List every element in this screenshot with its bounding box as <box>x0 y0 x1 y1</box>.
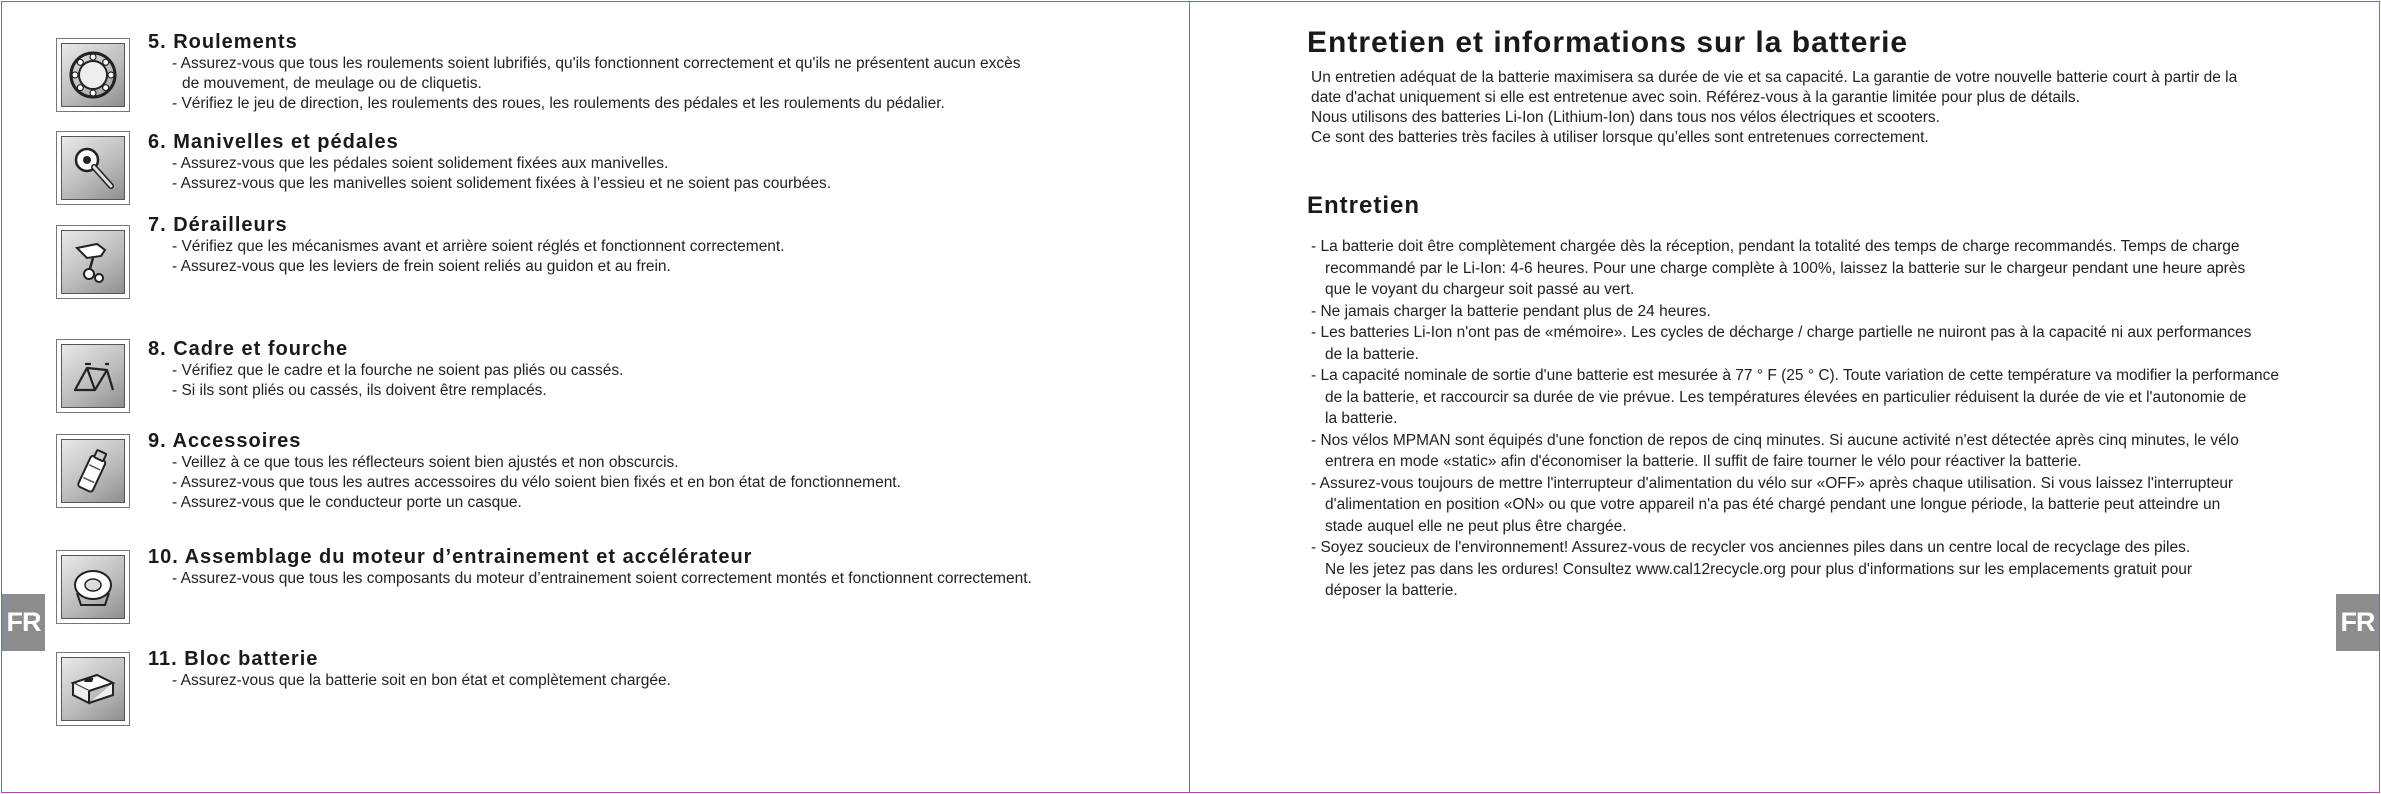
section-title: 8. Cadre et fourche <box>148 338 349 360</box>
section-title: 5. Roulements <box>148 31 298 53</box>
bearing-icon <box>67 49 119 101</box>
battery-pack-icon <box>67 663 119 715</box>
bike-frame-icon <box>67 350 119 402</box>
list-item: - Assurez-vous que tous les roulements soient lubrifiés, qu'ils fonctionnent correctement et qu'ils ne présentent aucun excès <box>172 55 1021 72</box>
list-item: de mouvement, de meulage ou de cliquetis. <box>182 75 482 92</box>
list-item <box>1311 473 2341 538</box>
intro-line: Un entretien adéquat de la batterie maximisera sa durée de vie et sa capacité. La garantie de votre nouvelle batterie court à partir de la <box>1311 69 2238 86</box>
list-item <box>1311 365 2341 430</box>
intro-line: date d'achat uniquement si elle est entretenue avec soin. Référez-vous à la garantie limitée pour plus de détails. <box>1311 89 2080 106</box>
list-item: - Veillez à ce que tous les réflecteurs soient bien ajustés et non obscurcis. <box>172 454 679 471</box>
line: Ne les jetez pas dans les ordures! Consultez www.cal12recycle.org pour plus d'informations sur les emplacements gratuit pour <box>1325 560 2193 578</box>
section-accessories <box>148 429 1148 513</box>
line: d'alimentation en position «ON» ou que votre appareil n'a pas été chargé pendant une longue période, la batterie peut atteindre un <box>1325 496 2221 513</box>
bike-frame-icon-box <box>56 339 130 413</box>
list-item: - Vérifiez que le cadre et la fourche ne soient pas pliés ou cassés. <box>172 362 624 379</box>
language-tab-left: FR <box>2 594 45 651</box>
section-title: 9. Accessoires <box>148 430 302 452</box>
intro-line: Ce sont des batteries très faciles à utiliser lorsque qu’elles sont entretenues correctement. <box>1311 129 1929 146</box>
crank-pedal-icon-box <box>56 131 130 205</box>
bearing-icon-box <box>56 38 130 112</box>
section-title: 7. Dérailleurs <box>148 214 288 236</box>
line: - Assurez-vous toujours de mettre l'interrupteur d'alimentation du vélo sur «OFF» après chaque utilisation. Si vous laissez l'interrupteur <box>1311 474 2234 492</box>
page-fold-line <box>1189 1 1190 792</box>
maintenance-list <box>1311 236 2341 602</box>
line: - Les batteries Li-Ion n'ont pas de «mémoire». Les cycles de décharge / charge partielle ne nuiront pas à la capacité ni aux performances <box>1311 324 2252 341</box>
section-title: 6. Manivelles et pédales <box>148 131 399 153</box>
section-frame-fork <box>148 337 1148 401</box>
line: - Soyez soucieux de l'environnement! Assurez-vous de recycler vos anciennes piles dans un centre local de recyclage des piles. <box>1311 539 2191 556</box>
line: stade auquel elle ne peut plus être chargée. <box>1325 517 1627 535</box>
motor-icon-box <box>56 550 130 624</box>
line: déposer la batterie. <box>1325 582 1458 599</box>
line: la batterie. <box>1325 410 1398 427</box>
list-item: - Vérifiez que les mécanismes avant et arrière soient réglés et fonctionnent correctement. <box>172 238 785 255</box>
section-title-maintenance: Entretien <box>1307 192 1421 219</box>
section-cranks-pedals <box>148 130 1148 194</box>
section-derailleurs <box>148 213 1148 277</box>
intro-paragraph <box>1311 68 2331 148</box>
section-title: 11. Bloc batterie <box>148 648 319 670</box>
crank-pedal-icon <box>67 142 119 194</box>
line: - Nos vélos MPMAN sont équipés d'une fonction de repos de cinq minutes. Si aucune activité n'est détectée après cinq minutes, le vélo <box>1311 431 2239 449</box>
line: recommandé par le Li-Ion: 4-6 heures. Pour une charge complète à 100%, laissez la batterie sur le chargeur pendant une heure après <box>1325 259 2246 277</box>
list-item: - Assurez-vous que tous les composants du moteur d’entrainement soient correctement montés et fonctionnent correctement. <box>172 570 1032 587</box>
battery-pack-icon-box <box>56 652 130 726</box>
list-item: - Assurez-vous que tous les autres accessoires du vélo soient bien fixés et en bon état de fonctionnement. <box>172 474 901 491</box>
section-motor-assembly <box>148 545 1148 589</box>
bottle-icon <box>67 445 119 497</box>
list-item: - Si ils sont pliés ou cassés, ils doivent être remplacés. <box>172 382 547 399</box>
list-item: - Assurez-vous que les pédales soient solidement fixées aux manivelles. <box>172 155 669 172</box>
line: de la batterie, et raccourcir sa durée de vie prévue. Les températures élevées en particulier réduisent la durée de vie et l'autonomie de <box>1325 388 2247 406</box>
list-item <box>1311 236 2341 301</box>
page-title: Entretien et informations sur la batterie <box>1307 26 1909 59</box>
line: - La capacité nominale de sortie d'une batterie est mesurée à 77 ° F (25 ° C). Toute variation de cette température va modifier la performance <box>1311 367 2279 384</box>
line: entrera en mode «static» afin d'économiser la batterie. Il suffit de faire tourner le vélo pour réactiver la batterie. <box>1325 453 2082 470</box>
section-battery-pack <box>148 647 1148 691</box>
list-item <box>1311 322 2341 365</box>
list-item: - Assurez-vous que les manivelles soient solidement fixées à l’essieu et ne soient pas courbées. <box>172 175 832 192</box>
motor-icon <box>67 561 119 613</box>
list-item <box>1311 301 2341 323</box>
intro-line: Nous utilisons des batteries Li-Ion (Lithium-Ion) dans tous nos vélos électriques et scooters. <box>1311 109 1940 126</box>
section-title: 10. Assemblage du moteur d’entrainement et accélérateur <box>148 546 753 568</box>
list-item <box>1311 430 2341 473</box>
line: - La batterie doit être complètement chargée dès la réception, pendant la totalité des temps de charge recommandés. Temps de charge <box>1311 238 2240 255</box>
list-item: - Assurez-vous que les leviers de frein soient reliés au guidon et au frein. <box>172 258 671 275</box>
list-item: - Assurez-vous que la batterie soit en bon état et complètement chargée. <box>172 672 671 689</box>
language-tab-right: FR <box>2336 594 2379 651</box>
derailleur-icon <box>67 236 119 288</box>
list-item: - Vérifiez le jeu de direction, les roulements des roues, les roulements des pédales et les roulements du pédalier. <box>172 95 945 112</box>
line: - Ne jamais charger la batterie pendant plus de 24 heures. <box>1311 302 1711 320</box>
derailleur-icon-box <box>56 225 130 299</box>
line: que le voyant du chargeur soit passé au vert. <box>1325 281 1635 298</box>
list-item <box>1311 537 2341 602</box>
section-bearings <box>148 30 1148 114</box>
list-item: - Assurez-vous que le conducteur porte un casque. <box>172 494 522 511</box>
line: de la batterie. <box>1325 345 1419 363</box>
bottle-icon-box <box>56 434 130 508</box>
